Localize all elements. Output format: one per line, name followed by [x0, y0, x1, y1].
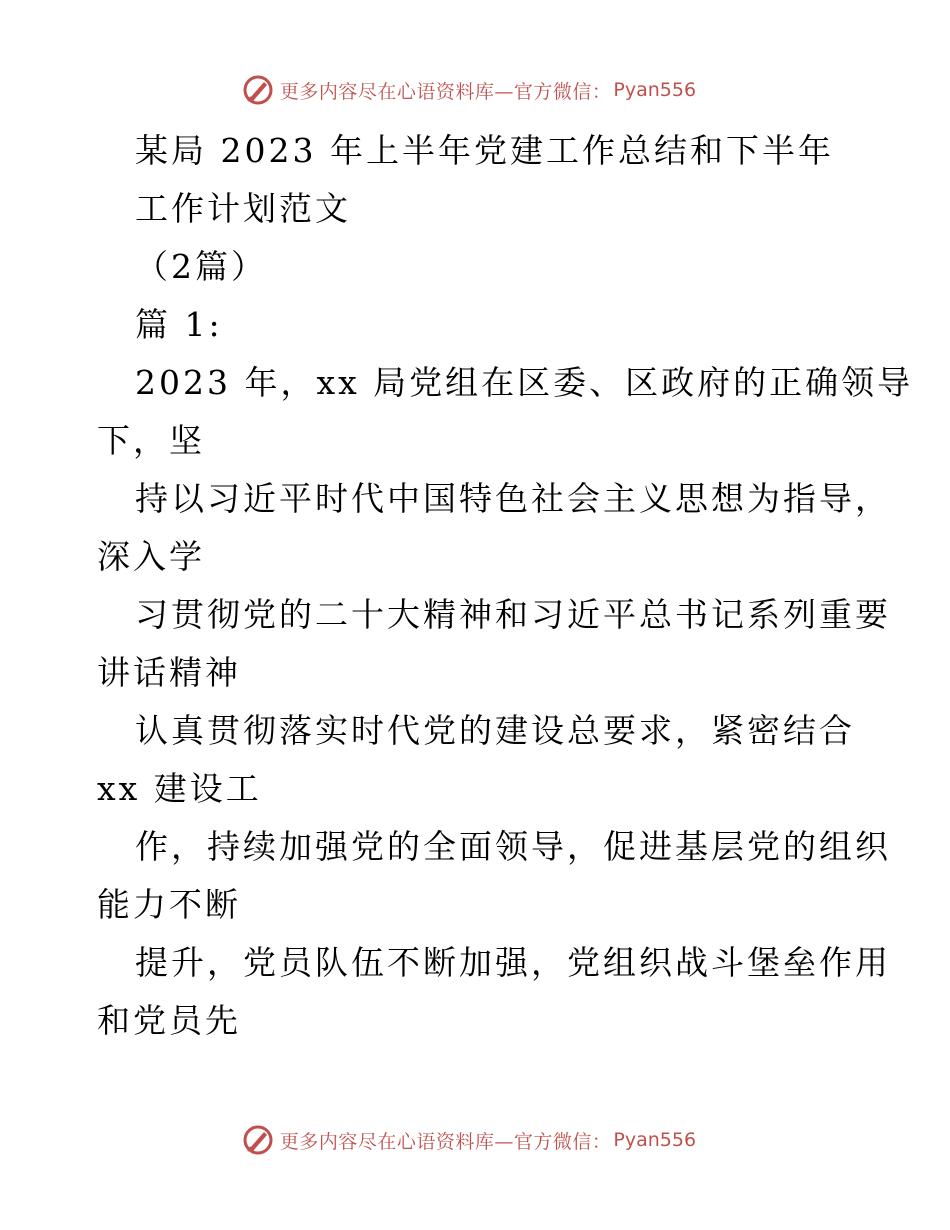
quill-pen-logo-icon	[242, 1124, 274, 1156]
header-banner-text: 更多内容尽在心语资料库—官方微信：	[279, 80, 612, 103]
body-line: 提升，党员队伍不断加强，党组织战斗堡垒作用	[135, 943, 891, 982]
body-line: 讲话精神	[97, 653, 241, 692]
article-count: （2篇）	[135, 247, 267, 286]
body-line: xx 建设工	[97, 769, 262, 808]
title-line-2: 工作计划范文	[135, 189, 351, 228]
footer-wechat-id: Pyan556	[613, 1129, 697, 1151]
body-line: 深入学	[97, 537, 205, 576]
header-banner	[0, 70, 950, 110]
header-wechat-id: Pyan556	[613, 79, 697, 101]
section-label: 篇 1:	[135, 305, 223, 344]
body-line: 持以习近平时代中国特色社会主义思想为指导，	[135, 479, 891, 518]
title-line-1: 某局 2023 年上半年党建工作总结和下半年	[135, 131, 834, 170]
body-line: 作，持续加强党的全面领导，促进基层党的组织	[135, 827, 891, 866]
body-line: 习贯彻党的二十大精神和习近平总书记系列重要	[135, 595, 891, 634]
body-line: 和党员先	[97, 1001, 241, 1040]
body-line: 认真贯彻落实时代党的建设总要求，紧密结合	[135, 711, 855, 750]
body-line: 下，坚	[97, 421, 205, 460]
quill-pen-logo-icon	[242, 74, 274, 106]
footer-banner	[0, 1120, 950, 1160]
body-line: 能力不断	[97, 885, 241, 924]
document-body	[97, 122, 914, 1050]
footer-banner-text: 更多内容尽在心语资料库—官方微信：	[279, 1130, 612, 1153]
body-line: 2023 年，xx 局党组在区委、区政府的正确领导	[135, 363, 914, 402]
